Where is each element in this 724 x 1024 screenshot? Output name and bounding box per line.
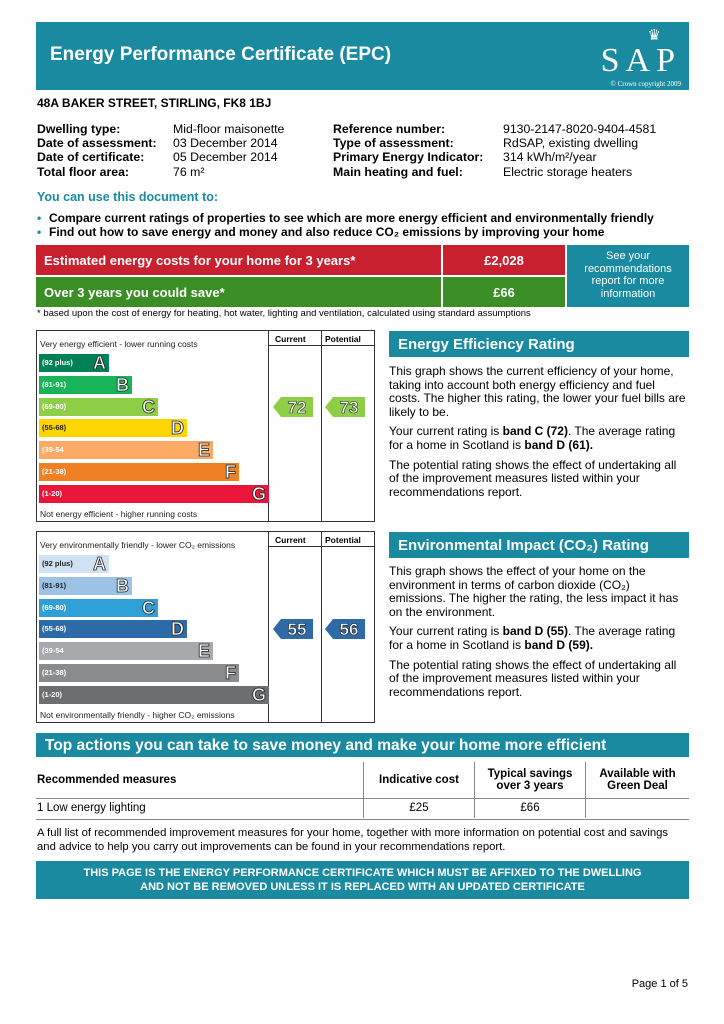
detail-value: 05 December 2014: [173, 150, 278, 165]
table-cell: £25: [364, 798, 475, 818]
band-range: (39-54: [42, 445, 64, 455]
eer-text: This graph shows the current efficiency of your home, taking into account both energy efficiency and fuel costs. The higher this rating, the lower your fuel bills are likely to be. Your current rating is band C (72). The average rating for a home in Scotland is band D (61). The potential rating shows the effect of undertaking all of the improvement measures listed within your recommendations report.: [389, 365, 689, 499]
band-e: [39, 642, 213, 660]
band-e: [39, 441, 213, 459]
rating-value: 55: [287, 620, 307, 640]
table-row: [36, 798, 689, 818]
eer-heading: Energy Efficiency Rating: [389, 331, 689, 357]
chart-divider: [321, 532, 322, 722]
rating-arrow: [273, 397, 281, 417]
detail-value: Mid-floor maisonette: [173, 122, 285, 136]
band-letter: D: [171, 418, 184, 439]
page-number: Page 1 of 5: [631, 978, 688, 990]
band-letter: E: [197, 641, 210, 662]
band-a: [39, 354, 109, 372]
detail-label: Type of assessment:: [333, 136, 454, 151]
ee-chart: [36, 330, 375, 522]
details-left: [37, 122, 284, 179]
band-letter: F: [225, 462, 236, 482]
detail-value: Electric storage heaters: [503, 164, 633, 179]
band-range: (21-38): [42, 467, 67, 476]
detail-label: Date of assessment:: [37, 136, 157, 151]
band-g: [39, 485, 269, 503]
current-rating: [273, 619, 313, 639]
rating-arrow: [273, 619, 281, 639]
band-letter: A: [93, 554, 106, 574]
detail-value: 03 December 2014: [173, 136, 278, 151]
actions-table: [36, 762, 689, 818]
crown-icon: ♛: [647, 27, 661, 44]
cost-value-3yr: £2,028: [443, 245, 565, 275]
band-range: (55-68): [42, 624, 67, 634]
detail-label: Main heating and fuel:: [333, 164, 463, 179]
use-bullets: [37, 211, 654, 239]
band-letter: B: [116, 575, 129, 596]
band-g: [39, 686, 269, 704]
band-b: [39, 577, 132, 595]
band-letter: F: [225, 663, 236, 683]
detail-label: Reference number:: [333, 122, 446, 136]
band-range: (69-80): [42, 401, 67, 411]
chart-top-label: Very energy efficient - lower running costs: [40, 339, 198, 349]
eir-text: This graph shows the effect of your home on the environment in terms of carbon dioxide (CO₂) emissions. The higher the rating, the less impact it has on the environment. Your current rating is band D (55). The average rating for a home in Scotland is band D (59). The potential rating shows the effect of undertaking all of the improvement measures listed within your recommendations report.: [389, 565, 689, 699]
band-d: [39, 419, 187, 437]
band-letter: E: [197, 440, 210, 461]
chart-top-label: Very environmentally friendly - lower CO₂ emissions: [40, 540, 236, 550]
bullet-item: • Compare current ratings of properties to see which are more energy efficient and environmentally friendly: [37, 211, 654, 225]
band-range: (1-20): [42, 689, 63, 699]
detail-label: Total floor area:: [37, 164, 130, 179]
band-letter: G: [251, 684, 266, 705]
rating-value: 56: [339, 620, 359, 640]
band-a: [39, 555, 109, 573]
current-rating: [273, 397, 313, 417]
band-f: [39, 463, 239, 481]
cost-footnote: * based upon the cost of energy for heating, hot water, lighting and ventilation, calculated using standard assumptions: [37, 308, 531, 319]
band-range: (81-91): [42, 379, 67, 389]
col-header: Indicative cost: [364, 762, 475, 798]
page-title: Energy Performance Certificate (EPC): [50, 44, 392, 65]
cost-label-3yr: Estimated energy costs for your home for 3 years*: [36, 245, 441, 275]
chart-bottom-label: Not environmentally friendly - higher CO₂ emissions: [40, 710, 235, 720]
detail-value: 76 m²: [173, 164, 205, 179]
band-letter: B: [116, 374, 129, 395]
chart-divider: [321, 331, 322, 521]
savings-label: Over 3 years you could save*: [36, 277, 441, 307]
band-range: (92 plus): [42, 358, 73, 367]
band-range: (55-68): [42, 423, 67, 433]
epc-header: [36, 22, 689, 90]
savings-value: £66: [443, 277, 565, 307]
table-header-row: [36, 762, 689, 798]
band-letter: C: [142, 396, 155, 417]
band-range: (69-80): [42, 602, 67, 612]
band-c: [39, 398, 158, 416]
band-range: (81-91): [42, 580, 67, 590]
details-right: [333, 122, 656, 179]
rating-arrow: [325, 619, 333, 639]
band-letter: G: [251, 483, 266, 504]
rating-value: 73: [339, 397, 359, 417]
col-header: Available with Green Deal: [586, 762, 690, 798]
band-range: (21-38): [42, 668, 67, 677]
col-current: Current: [275, 334, 306, 344]
use-heading: You can use this document to:: [37, 190, 219, 204]
eir-heading: Environmental Impact (CO₂) Rating: [389, 532, 689, 558]
col-potential: Potential: [325, 334, 361, 344]
band-range: (92 plus): [42, 559, 73, 568]
col-potential: Potential: [325, 535, 361, 545]
band-letter: D: [171, 619, 184, 640]
band-range: (39-54: [42, 646, 64, 656]
sap-logo: SAP: [600, 42, 681, 79]
table-cell: 1 Low energy lighting: [36, 798, 364, 818]
property-address: 48A BAKER STREET, STIRLING, FK8 1BJ: [37, 96, 272, 110]
band-letter: A: [93, 353, 106, 373]
band-d: [39, 620, 187, 638]
col-header: Recommended measures: [36, 762, 364, 798]
divider: [36, 819, 689, 820]
band-b: [39, 376, 132, 394]
detail-label: Date of certificate:: [37, 150, 145, 165]
copyright-text: © Crown copyright 2009: [610, 80, 681, 88]
actions-heading: Top actions you can take to save money and make your home more efficient: [36, 733, 689, 757]
eir-current-paragraph: Your current rating is band D (55). The average rating for a home in Scotland is band D (59).: [389, 624, 676, 652]
ei-chart: [36, 531, 375, 723]
detail-value: 9130-2147-8020-9404-4581: [503, 122, 657, 136]
detail-label: Dwelling type:: [37, 122, 121, 136]
detail-value: RdSAP, existing dwelling: [503, 136, 639, 151]
actions-footnote: A full list of recommended improvement measures for your home, together with more information on potential cost and savings and advice to help you carry out improvements can be found in your recommendations report.: [37, 827, 669, 853]
eer-current-paragraph: Your current rating is band C (72). The average rating for a home in Scotland is band D (61).: [389, 424, 676, 452]
chart-divider: [268, 546, 374, 547]
potential-rating: [325, 619, 365, 639]
rating-arrow: [325, 397, 333, 417]
potential-rating: [325, 397, 365, 417]
col-header: Typical savings over 3 years: [475, 762, 586, 798]
col-current: Current: [275, 535, 306, 545]
band-range: (1-20): [42, 488, 63, 498]
chart-divider: [268, 345, 374, 346]
bullet-item: • Find out how to save energy and money and also reduce CO₂ emissions by improving your home: [37, 225, 605, 239]
band-c: [39, 599, 158, 617]
table-cell: [586, 798, 690, 818]
rating-value: 72: [287, 397, 307, 417]
detail-label: Primary Energy Indicator:: [333, 150, 484, 165]
chart-bottom-label: Not energy efficient - higher running costs: [40, 509, 198, 519]
table-cell: £66: [475, 798, 586, 818]
footer-notice: THIS PAGE IS THE ENERGY PERFORMANCE CERTIFICATE WHICH MUST BE AFFIXED TO THE DWELLING AND NOT BE REMOVED UNLESS IT IS REPLACED WITH AN UPDATED CERTIFICATE: [36, 861, 689, 899]
band-f: [39, 664, 239, 682]
band-letter: C: [142, 597, 155, 618]
detail-value: 314 kWh/m²/year: [503, 150, 597, 165]
recommendations-link[interactable]: See your recommendations report for more information: [567, 245, 689, 307]
